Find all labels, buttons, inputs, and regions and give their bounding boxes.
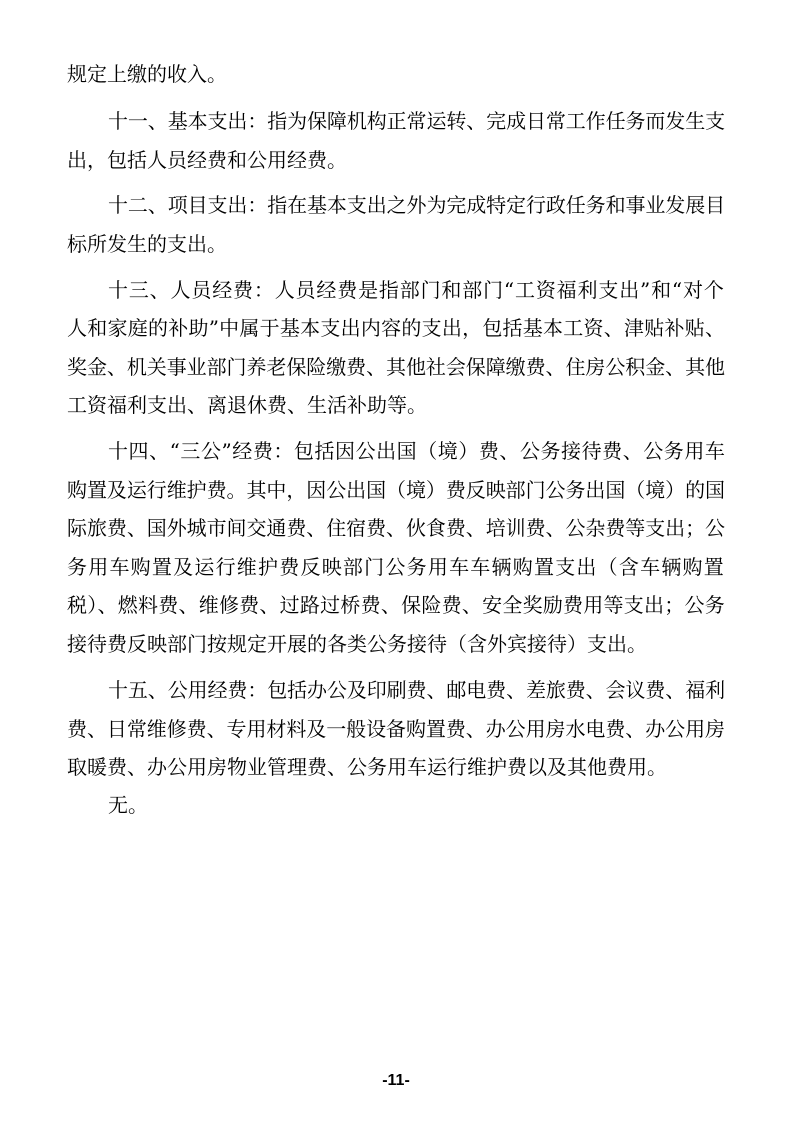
line-12: 际旅费、国外城市间交通费、住宿费、伙食费、培训费、公杂费等支出；公 (67, 516, 725, 540)
line-10: 十四、“三公”经费：包括因公出国（境）费、公务接待费、公务用车 (108, 439, 726, 463)
line-19: 无。 (108, 793, 148, 817)
line-16: 十五、公用经费：包括办公及印刷费、邮电费、差旅费、会议费、福利 (108, 678, 725, 702)
page-number: -11- (382, 1072, 410, 1089)
line-7: 人和家庭的补助”中属于基本支出内容的支出，包括基本工资、津贴补贴、 (67, 316, 726, 340)
line-1: 规定上缴的收入。 (67, 62, 227, 86)
line-2: 十一、基本支出：指为保障机构正常运转、完成日常工作任务而发生支 (108, 109, 725, 133)
line-14: 税）、燃料费、维修费、过路过桥费、保险费、安全奖励费用等支出；公务 (67, 593, 725, 617)
line-15: 接待费反映部门按规定开展的各类公务接待（含外宾接待）支出。 (67, 632, 647, 656)
line-6: 十三、人员经费：人员经费是指部门和部门“工资福利支出”和“对个 (108, 278, 725, 302)
line-9: 工资福利支出、离退休费、生活补助等。 (67, 393, 427, 417)
line-11: 购置及运行维护费。其中，因公出国（境）费反映部门公务出国（境）的国 (67, 478, 725, 502)
line-5: 标所发生的支出。 (67, 232, 227, 256)
line-18: 取暖费、办公用房物业管理费、公务用车运行维护费以及其他费用。 (67, 755, 667, 779)
line-13: 务用车购置及运行维护费反映部门公务用车车辆购置支出（含车辆购置 (67, 555, 725, 579)
line-17: 费、日常维修费、专用材料及一般设备购置费、办公用房水电费、办公用房 (67, 717, 725, 741)
line-8: 奖金、机关事业部门养老保险缴费、其他社会保障缴费、住房公积金、其他 (67, 355, 725, 379)
line-3: 出，包括人员经费和公用经费。 (67, 148, 347, 172)
line-4: 十二、项目支出：指在基本支出之外为完成特定行政任务和事业发展目 (108, 193, 725, 217)
